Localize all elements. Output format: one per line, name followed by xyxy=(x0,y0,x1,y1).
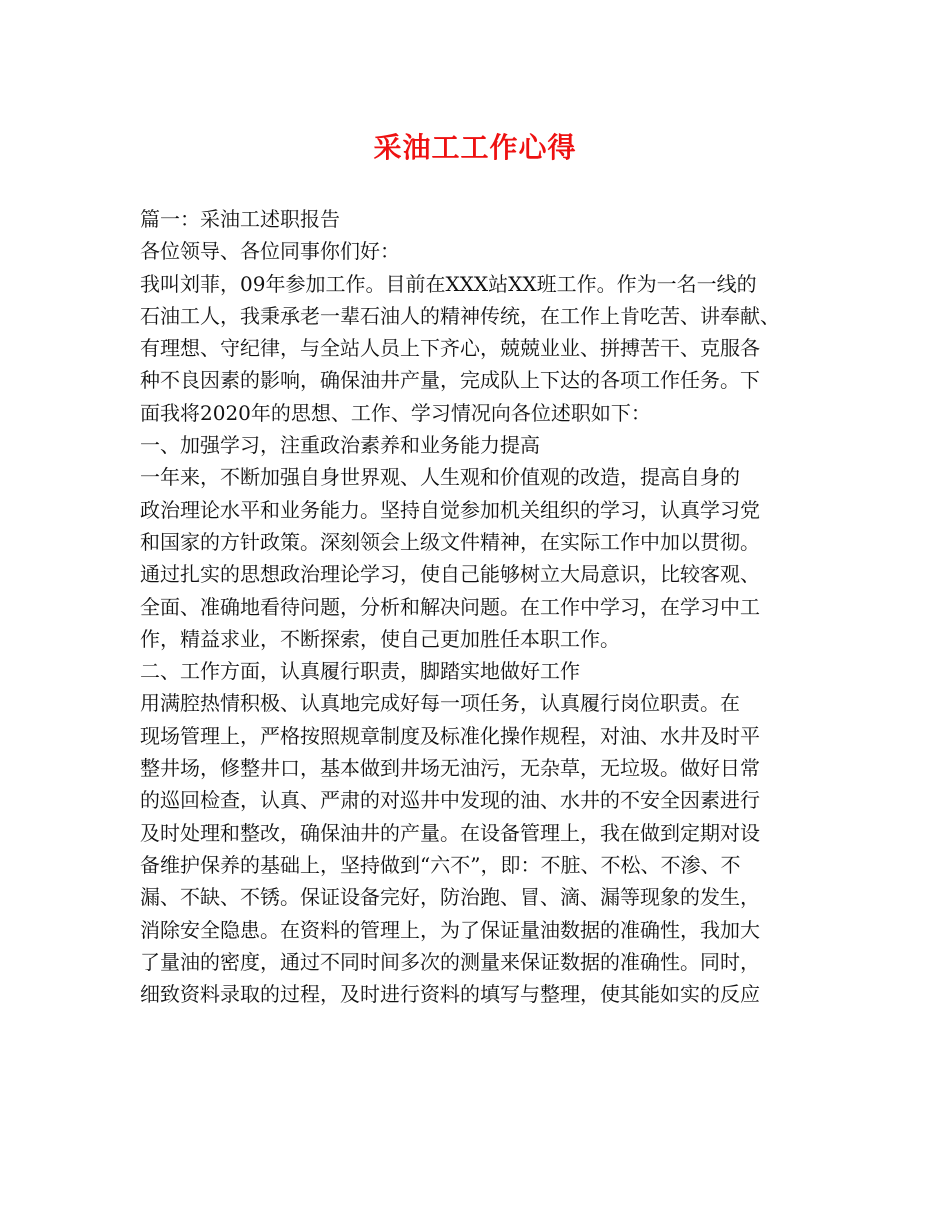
text-line: 及时处理和整改，确保油井的产量。在设备管理上，我在做到定期对设 xyxy=(140,820,760,845)
text-line: 全面、准确地看待问题，分析和解决问题。在工作中学习，在学习中工 xyxy=(140,594,760,619)
text-line: 用满腔热情积极、认真地完成好每一项任务，认真履行岗位职责。在 xyxy=(140,691,740,716)
text-line: 现场管理上，严格按照规章制度及标准化操作规程，对油、水井及时平 xyxy=(140,723,760,748)
text-line: 各位领导、各位同事你们好： xyxy=(140,239,400,264)
section-heading: 一、加强学习，注重政治素养和业务能力提高 xyxy=(140,433,540,458)
section-heading: 二、工作方面，认真履行职责，脚踏实地做好工作 xyxy=(140,659,580,684)
text-line: 和国家的方针政策。深刻领会上级文件精神，在实际工作中加以贯彻。 xyxy=(140,529,760,554)
text-line: 细致资料录取的过程，及时进行资料的填写与整理，使其能如实的反应 xyxy=(140,982,760,1007)
text-line: 的巡回检查，认真、严肃的对巡井中发现的油、水井的不安全因素进行 xyxy=(140,788,760,813)
text-line: 我叫刘菲，09年参加工作。目前在XXX站XX班工作。作为一名一线的 xyxy=(140,271,757,296)
text-line: 种不良因素的影响，确保油井产量，完成队上下达的各项工作任务。下 xyxy=(140,368,760,393)
text-line: 漏、不缺、不锈。保证设备完好，防治跑、冒、滴、漏等现象的发生， xyxy=(140,885,760,910)
text-line: 一年来，不断加强自身世界观、人生观和价值观的改造，提高自身的 xyxy=(140,465,740,490)
text-line: 面我将2020年的思想、工作、学习情况向各位述职如下： xyxy=(140,400,651,425)
text-line: 消除安全隐患。在资料的管理上，为了保证量油数据的准确性，我加大 xyxy=(140,917,760,942)
text-line: 整井场，修整井口，基本做到井场无油污，无杂草，无垃圾。做好日常 xyxy=(140,756,760,781)
text-line: 有理想、守纪律，与全站人员上下齐心，兢兢业业、拼搏苦干、克服各 xyxy=(140,336,760,361)
document-body xyxy=(140,203,820,1010)
text-line: 石油工人，我秉承老一辈石油人的精神传统，在工作上肯吃苦、讲奉献、 xyxy=(140,303,780,328)
text-line: 作，精益求业，不断探索，使自己更加胜任本职工作。 xyxy=(140,626,620,651)
text-line: 政治理论水平和业务能力。坚持自觉参加机关组织的学习，认真学习党 xyxy=(140,497,760,522)
text-line: 篇一：采油工述职报告 xyxy=(140,207,340,231)
document-title: 采油工工作心得 xyxy=(373,131,577,164)
text-line: 通过扎实的思想政治理论学习，使自己能够树立大局意识，比较客观、 xyxy=(140,562,760,587)
text-line: 了量油的密度，通过不同时间多次的测量来保证数据的准确性。同时， xyxy=(140,949,760,974)
text-line: 备维护保养的基础上，坚持做到“六不”，即：不脏、不松、不渗、不 xyxy=(140,852,741,877)
